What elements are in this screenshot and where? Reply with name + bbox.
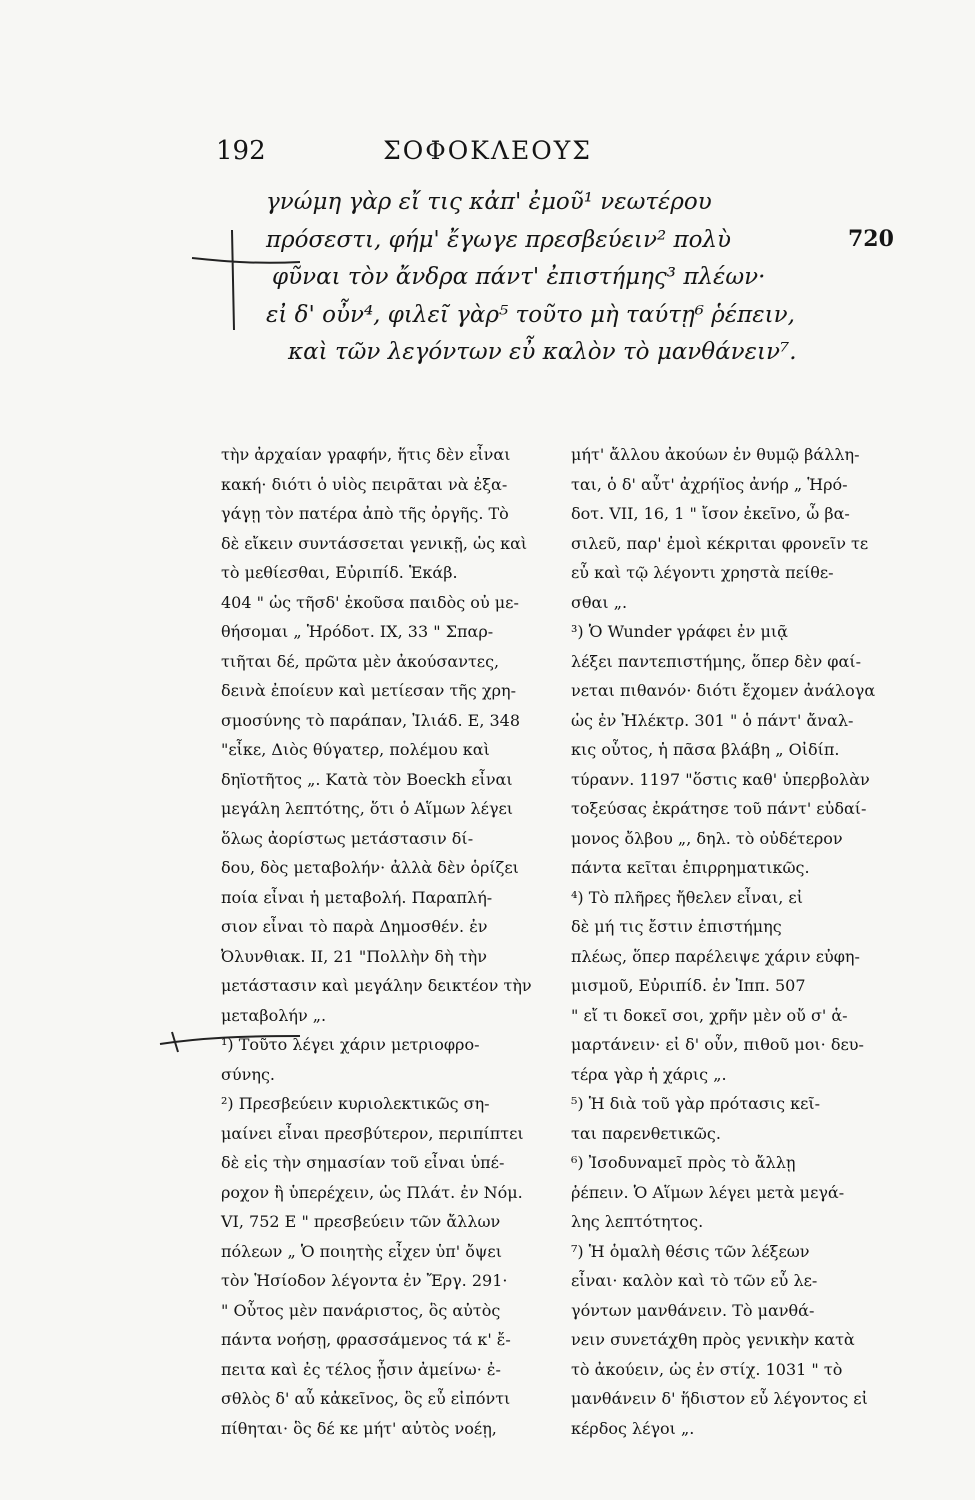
commentary-line: κις οὗτος, ἡ πᾶσα βλάβη „ Οἰδίπ. [571,740,840,759]
commentary-line: τὴν ἀρχαίαν γραφήν, ἥτις δὲν εἶναι [221,445,511,464]
verse-block [266,184,826,372]
commentary-line: πίθηται· ὃς δέ κε μήτ' αὐτὸς νοέῃ, [221,1418,497,1438]
commentary-line: ⁶) Ἰσοδυναμεῖ πρὸς τὸ ἄλλῃ [571,1153,796,1172]
commentary-line: δὲ εἴκειν συντάσσεται γενικῇ, ὡς καὶ [221,533,528,553]
commentary-line: ται παρενθετικῶς. [571,1123,721,1143]
commentary-line: σμοσύνης τὸ παράπαν, Ἰλιάδ. Ε, 348 [221,710,521,730]
commentary-line: σθλὸς δ' αὖ κἀκεῖνος, ὃς εὖ εἰπόντι [221,1389,511,1408]
commentary-line: κέρδος λέγοι „. [571,1418,695,1438]
commentary-line: τύρανν. 1197 "ὅστις καθ' ὑπερβολὰν [571,769,870,789]
commentary-line: νεται πιθανόν· διότι ἔχομεν ἀνάλογα [571,681,876,700]
commentary-line: εὖ καὶ τῷ λέγοντι χρηστὰ πείθε- [571,563,834,582]
commentary-line: πάντα κεῖται ἐπιρρηματικῶς. [571,858,810,877]
commentary-line: μονος ὄλβου „, δηλ. τὸ οὐδέτερον [571,828,843,848]
commentary-line: πάντα νοήσῃ, φρασσάμενος τά κ' ἔ- [221,1330,511,1349]
commentary-line: τιῆται δέ, πρῶτα μὲν ἀκούσαντες, [221,651,500,671]
commentary-line: δοτ. VII, 16, 1 " ἴσον ἐκεῖνο, ὦ βα- [571,504,850,523]
verse-line: εἰ δ' οὖν⁴, φιλεῖ γὰρ⁵ τοῦτο μὴ ταύτῃ⁶ ῥέπειν, [266,301,795,328]
commentary-line: "εἶκε, Διὸς θύγατερ, πολέμου καὶ [221,740,490,759]
commentary-line: ⁷) Ἡ ὁμαλὴ θέσις τῶν λέξεων [571,1241,810,1261]
commentary-line: μετάστασιν καὶ μεγάλην δεικτέον τὴν [221,976,532,995]
commentary-line: ποία εἶναι ἡ μεταβολή. Παραπλή- [221,887,493,907]
verse-line: φῦναι τὸν ἄνδρα πάντ' ἐπιστήμης³ πλέων· [272,264,766,290]
commentary-line: ⁵) Ἡ διὰ τοῦ γὰρ πρότασις κεῖ- [571,1094,821,1113]
commentary-line: " Οὗτος μὲν πανάριστος, ὃς αὐτὸς [221,1300,501,1320]
commentary-right-column [571,440,911,1443]
commentary-line: δηϊοτῆτος „. Κατὰ τὸν Boeckh εἶναι [221,769,513,789]
page-header [0,136,975,170]
verse-line: καὶ τῶν λεγόντων εὖ καλὸν τὸ μανθάνειν⁷. [288,339,797,365]
commentary-line: ροχον ἢ ὑπερέχειν, ὡς Πλάτ. ἐν Νόμ. [221,1182,523,1202]
commentary-line: κακή· διότι ὁ υἱὸς πειρᾶται νὰ ἐξα- [221,474,508,494]
commentary-line: σθαι „. [571,592,628,612]
commentary-line: 404 " ὡς τῆσδ' ἑκοῦσα παιδὸς οὐ με- [221,592,519,612]
commentary-line: σιον εἶναι τὸ παρὰ Δημοσθέν. ἐν [221,917,488,936]
commentary-line: εἶναι· καλὸν καὶ τὸ τῶν εὖ λε- [571,1271,818,1290]
commentary-line: μαρτάνειν· εἰ δ' οὖν, πιθοῦ μοι· δευ- [571,1035,864,1054]
commentary-line: γάγῃ τὸν πατέρα ἀπὸ τῆς ὀργῆς. Τὸ [221,504,509,523]
commentary-line: μεταβολήν „. [221,1005,327,1025]
commentary-line: ται, ὁ δ' αὖτ' ἀχρήϊος ἀνήρ „ Ἡρό- [571,474,848,494]
commentary-line: σιλεῦ, παρ' ἐμοὶ κέκριται φρονεῖν τε [571,533,869,553]
commentary-line: πλέως, ὅπερ παρέλειψε χάριν εὐφη- [571,946,860,966]
commentary-line: VI, 752 Ε " πρεσβεύειν τῶν ἄλλων [221,1212,501,1231]
commentary-line: " εἴ τι δοκεῖ σοι, χρῆν μὲν οὔ σ' ἁ- [571,1005,848,1025]
commentary-line: δὲ εἰς τὴν σημασίαν τοῦ εἶναι ὑπέ- [221,1153,505,1172]
commentary-line: ὡς ἐν Ἠλέκτρ. 301 " ὁ πάντ' ἄναλ- [571,710,854,730]
commentary-line: ³) Ὁ Wunder γράφει ἐν μιᾷ [571,622,788,641]
commentary-line: ²) Πρεσβεύειν κυριολεκτικῶς ση- [221,1094,490,1113]
commentary-line: μήτ' ἄλλου ἀκούων ἐν θυμῷ βάλλη- [571,445,860,464]
commentary-line: ὅλως ἀορίστως μετάστασιν δί- [221,828,474,848]
page-number: 192 [216,136,266,166]
commentary-line: δὲ μή τις ἔστιν ἐπιστήμης [571,917,782,936]
commentary-line: τὸ μεθίεσθαι, Εὐριπίδ. Ἑκάβ. [221,563,458,582]
commentary-line: ῥέπειν. Ὁ Αἵμων λέγει μετὰ μεγά- [571,1182,845,1202]
commentary-left-column [221,440,561,1443]
commentary-line: μισμοῦ, Εὐριπίδ. ἐν Ἱππ. 507 [571,976,806,995]
commentary-line: τὸν Ἡσίοδον λέγοντα ἐν Ἔργ. 291· [221,1271,508,1290]
verse-line-number: 720 [848,226,894,252]
commentary-line: γόντων μανθάνειν. Τὸ μανθά- [571,1300,815,1320]
commentary-line: πόλεων „ Ὁ ποιητὴς εἶχεν ὑπ' ὄψει [221,1241,502,1261]
verse-line: πρόσεστι, φήμ' ἔγωγε πρεσβεύειν² πολὺ [266,226,731,253]
commentary-line: θήσομαι „ Ἡρόδοτ. IX, 33 " Σπαρ- [221,622,494,641]
commentary-line: ¹) Τοῦτο λέγει χάριν μετριοφρο- [221,1035,480,1054]
commentary-line: δεινὰ ἐποίευν καὶ μετίεσαν τῆς χρη- [221,681,517,700]
commentary-line: ⁴) Τὸ πλῆρες ἤθελεν εἶναι, εἰ [571,887,803,907]
commentary-line: μεγάλη λεπτότης, ὅτι ὁ Αἵμων λέγει [221,799,514,818]
commentary-line: μανθάνειν δ' ἥδιστον εὖ λέγοντος εἰ [571,1389,868,1408]
commentary-line: Ὀλυνθιακ. II, 21 "Πολλὴν δὴ τὴν [221,946,487,966]
commentary-line: λέξει παντεπιστήμης, ὅπερ δὲν φαί- [571,651,861,671]
commentary-line: λης λεπτότητος. [571,1212,704,1231]
commentary-line: σύνης. [221,1064,276,1084]
commentary-line: τὸ ἀκούειν, ὡς ἐν στίχ. 1031 " τὸ [571,1359,843,1379]
running-title: ΣΟΦΟΚΛΕΟΥΣ [383,136,592,165]
commentary-line: τέρα γὰρ ἡ χάρις „. [571,1064,727,1084]
commentary-line: νειν συνετάχθη πρὸς γενικὴν κατὰ [571,1330,855,1349]
verse-line: γνώμη γὰρ εἴ τις κἀπ' ἐμοῦ¹ νεωτέρου [266,189,712,215]
commentary-line: τοξεύσας ἐκράτησε τοῦ πάντ' εὐδαί- [571,799,867,818]
commentary-line: δου, δὸς μεταβολήν· ἀλλὰ δὲν ὁρίζει [221,858,519,877]
commentary-line: μαίνει εἶναι πρεσβύτερον, περιπίπτει [221,1123,524,1143]
commentary-line: πειτα καὶ ἐς τέλος ᾖσιν ἀμείνω· ἐ- [221,1359,501,1379]
